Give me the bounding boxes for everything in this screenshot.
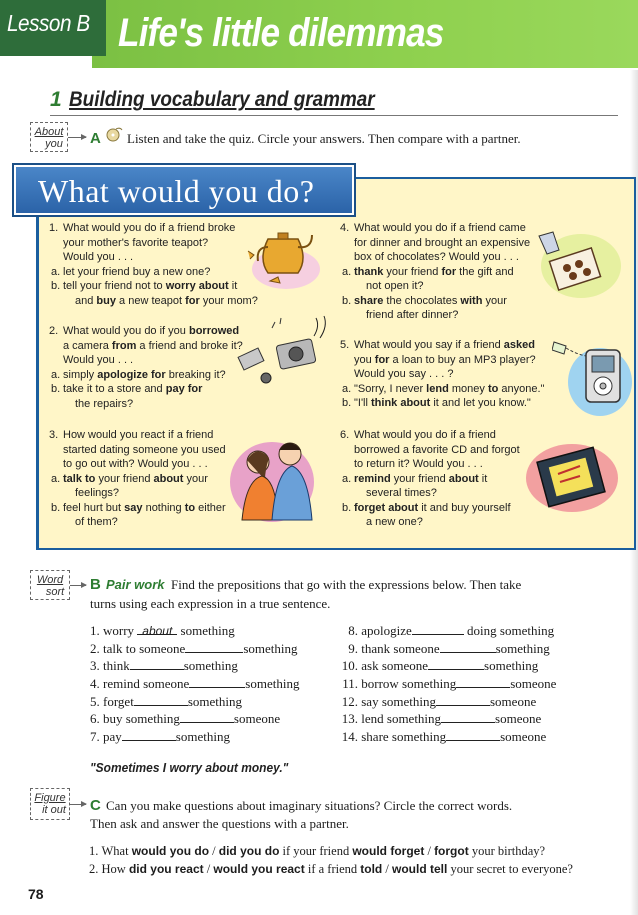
- quiz-question-1: 1. What would you do if a friend broke your mother's favorite teapot? Would you . . . a. let your friend buy a new one? b. tell your friend not to worry about it and buy a new teapot for your mom?: [63, 221, 263, 308]
- section-heading: [50, 88, 618, 116]
- answer-blank[interactable]: [440, 641, 496, 653]
- answer-option-5a[interactable]: a. "Sorry, I never lend money to anyone.": [342, 382, 545, 395]
- choice-option[interactable]: would forget: [352, 844, 425, 858]
- word-sort-tag: Word sort: [30, 570, 70, 600]
- answer-blank[interactable]: [441, 711, 495, 723]
- list-item: 2. talk to someone something: [90, 641, 298, 656]
- quiz-question-4: 4. What would you do if a friend came for dinner and brought an expensive box of chocolates? Would you . . . a. thank your friend for the gift and not open it? b. share the chocolates with your friend after dinner?: [354, 221, 564, 323]
- answer-blank[interactable]: [412, 623, 464, 635]
- choice-option[interactable]: would you react: [213, 862, 305, 876]
- list-item: 14. share something someone: [341, 729, 547, 744]
- choice-option[interactable]: did you do: [218, 844, 280, 858]
- answer-blank[interactable]: [122, 729, 176, 741]
- lesson-label: Lesson B: [7, 10, 90, 36]
- list-item: 6. buy something someone: [90, 711, 281, 726]
- tag-arrow: [70, 585, 86, 586]
- broken-teapot-illustration: [240, 215, 322, 293]
- part-a-letter: A: [90, 130, 101, 147]
- cd-case-illustration: [522, 438, 622, 518]
- part-c-instruction: Can you make questions about imaginary situations? Circle the correct words.: [106, 798, 513, 813]
- quiz-question-6: 6. What would you do if a friend borrowed a favorite CD and forgot to return it? Would you . . . a. remind your friend about it several times? b. forget about it and buy yourself a new one?: [354, 428, 564, 530]
- list-item: 12. say something someone: [341, 694, 537, 709]
- list-item: 13. lend something someone: [341, 711, 542, 726]
- answer-option-5b[interactable]: b. "I'll think about it and let you know.": [342, 397, 531, 409]
- choice-option[interactable]: did you react: [128, 862, 204, 876]
- list-item: 7. pay something: [90, 729, 230, 744]
- answer-option-6a[interactable]: a. remind your friend about it: [342, 472, 488, 485]
- list-item: 9. thank someone something: [348, 641, 550, 656]
- list-item: 10. ask someone something: [341, 658, 539, 673]
- answer-blank[interactable]: [446, 729, 500, 741]
- about-you-tag: About you: [30, 122, 68, 152]
- choice-option[interactable]: would tell: [391, 862, 448, 876]
- part-b-letter: B: [90, 576, 101, 593]
- list-item: 8. apologize doing something: [348, 623, 555, 638]
- list-item: 4. remind someone something: [90, 676, 300, 691]
- section-title: Building vocabulary and grammar: [69, 88, 375, 111]
- tag-arrow: [70, 804, 86, 805]
- chocolate-box-illustration: [533, 218, 623, 302]
- answer-blank[interactable]: [180, 711, 234, 723]
- quiz-question-5: 5. What would you say if a friend asked you for a loan to buy an MP3 player? Would you say . . . ? a. "Sorry, I never lend money to anyone." b. "I'll think about it and let you know.": [354, 338, 568, 411]
- lesson-header: [0, 0, 638, 70]
- answer-blank[interactable]: [428, 658, 484, 670]
- audio-cd-icon[interactable]: [103, 126, 125, 142]
- grammar-question-1: 1. What would you do / did you do if your friend would forget / forgot your birthday?: [89, 844, 546, 858]
- answer-blank[interactable]: [456, 676, 510, 688]
- part-b-instruction: Pair work Find the prepositions that go with the expressions below. Then take: [106, 577, 522, 592]
- answer-option-1b[interactable]: b. tell your friend not to worry about it: [51, 280, 238, 292]
- choice-option[interactable]: forgot: [434, 844, 469, 858]
- mp3-player-illustration: [552, 336, 634, 416]
- page-number: 78: [28, 886, 44, 902]
- answer-option-2a[interactable]: a. simply apologize for breaking it?: [51, 368, 226, 381]
- answer-blank[interactable]: [185, 641, 243, 653]
- answer-blank[interactable]: [130, 658, 184, 670]
- quiz-question-3: 3. How would you react if a friend started dating someone you used to go out with? Would you . . . a. talk to your friend about your feelings? b. feel hurt but say nothing to either of them?: [63, 428, 263, 530]
- quiz-banner: [14, 165, 354, 215]
- answer-blank[interactable]: about: [137, 623, 177, 635]
- broken-camera-illustration: [236, 312, 336, 390]
- choice-option[interactable]: would you do: [131, 844, 210, 858]
- list-item: 3. think something: [90, 658, 238, 673]
- answer-option-2b[interactable]: b. take it to a store and pay for: [51, 383, 203, 395]
- grammar-question-2: 2. How did you react / would you react if a friend told / would tell your secret to everyone?: [89, 862, 573, 876]
- couple-illustration: [228, 432, 320, 526]
- section-number: 1: [50, 88, 62, 111]
- part-c-instruction-line2: Then ask and answer the questions with a partner.: [90, 816, 349, 831]
- answer-option-4b[interactable]: b. share the chocolates with your: [342, 294, 507, 307]
- part-a-instruction: Listen and take the quiz. Circle your answers. Then compare with a partner.: [127, 131, 521, 146]
- figure-it-out-tag: Figure it out: [30, 788, 70, 820]
- quiz-question-2: 2. What would you do if you borrowed a camera from a friend and broke it? Would you . . . a. simply apologize for breaking it? b. take it to a store and pay for the repairs?: [63, 324, 263, 411]
- list-item: 5. forget something: [90, 694, 242, 709]
- answer-option-3b[interactable]: b. feel hurt but say nothing to either: [51, 501, 226, 514]
- answer-option-3a[interactable]: a. talk to your friend about your: [51, 472, 208, 485]
- list-item: 1. worry about something: [90, 623, 235, 638]
- answer-blank[interactable]: [436, 694, 490, 706]
- answer-option-1a[interactable]: a. let your friend buy a new one?: [51, 265, 211, 278]
- answer-option-4a[interactable]: a. thank your friend for the gift and: [342, 265, 514, 278]
- answer-option-6b[interactable]: b. forget about it and buy yourself: [342, 501, 511, 514]
- answer-blank[interactable]: [189, 676, 245, 688]
- choice-option[interactable]: told: [360, 862, 383, 876]
- quiz-title: What would you do?: [38, 173, 315, 209]
- part-b-instruction-line2: turns using each expression in a true sentence.: [90, 596, 331, 611]
- lesson-title: Life's little dilemmas: [118, 11, 444, 55]
- answer-blank[interactable]: [134, 694, 188, 706]
- tag-arrow: [68, 137, 86, 138]
- part-c-letter: C: [90, 797, 101, 814]
- example-sentence: "Sometimes I worry about money.": [90, 760, 289, 775]
- list-item: 11. borrow something someone: [342, 676, 557, 691]
